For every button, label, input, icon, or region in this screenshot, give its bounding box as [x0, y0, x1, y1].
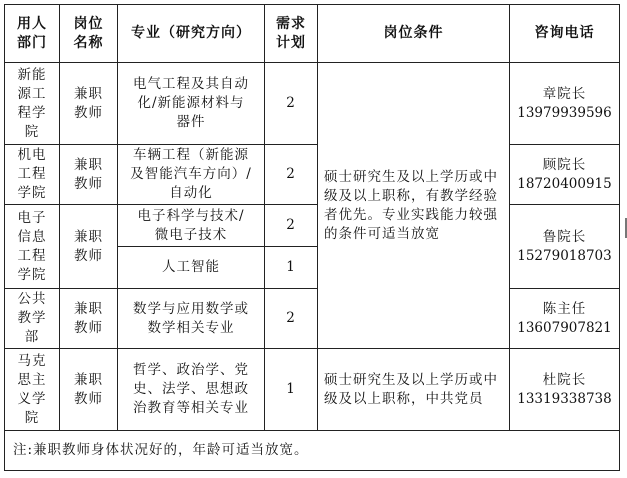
table-row	[5, 289, 620, 349]
header-conditions: 岗位条件	[318, 5, 510, 63]
plan-cell: 2	[265, 289, 318, 349]
header-major: 专业（研究方向）	[118, 5, 265, 63]
recruitment-table	[4, 4, 620, 471]
conditions-cell: 硕士研究生及以上学历或中级及以上职称，中共党员	[318, 349, 510, 431]
table-row	[5, 205, 620, 247]
table-row	[5, 63, 620, 145]
header-position: 岗位 名称	[60, 5, 118, 63]
contact-cell	[510, 63, 620, 145]
contact-cell	[510, 205, 620, 289]
plan-cell: 1	[265, 247, 318, 289]
dept-cell: 公共 教学 部	[5, 289, 60, 349]
header-dept: 用人 部门	[5, 5, 60, 63]
position-cell: 兼职 教师	[60, 205, 118, 289]
contact-name: 章院长	[542, 85, 587, 102]
dept-cell: 电子 信息 工程 学院	[5, 205, 60, 289]
position-cell: 兼职 教师	[60, 349, 118, 431]
plan-cell: 2	[265, 205, 318, 247]
contact-phone: 18720400915	[517, 175, 612, 192]
dept-cell: 新能 源工 程学 院	[5, 63, 60, 145]
header-row	[5, 5, 620, 63]
contact-cell	[510, 145, 620, 205]
major-cell: 哲学、政治学、党 史、法学、思想政 治教育等相关专业	[118, 349, 265, 431]
major-cell: 人工智能	[118, 247, 265, 289]
position-cell: 兼职 教师	[60, 63, 118, 145]
note-text: 注:兼职教师身体状况好的，年龄可适当放宽。	[5, 431, 620, 471]
plan-cell: 2	[265, 145, 318, 205]
plan-cell: 1	[265, 349, 318, 431]
table-row	[5, 349, 620, 431]
major-cell: 电子科学与技术/ 微电子技术	[118, 205, 265, 247]
contact-name: 陈主任	[542, 300, 587, 317]
contact-cell	[510, 289, 620, 349]
contact-name: 鲁院长	[542, 228, 587, 245]
contact-phone: 15279018703	[517, 247, 612, 264]
dept-cell: 机电 工程 学院	[5, 145, 60, 205]
major-cell: 电气工程及其自动 化/新能源材料与 器件	[118, 63, 265, 145]
major-cell: 车辆工程（新能源 及智能汽车方向）/ 自动化	[118, 145, 265, 205]
header-contact: 咨询电话	[510, 5, 620, 63]
contact-phone: 13979939596	[517, 104, 612, 121]
contact-name: 杜院长	[542, 371, 587, 388]
major-cell: 数学与应用数学或 数学相关专业	[118, 289, 265, 349]
position-cell: 兼职 教师	[60, 289, 118, 349]
contact-cell	[510, 349, 620, 431]
contact-phone: 13607907821	[517, 319, 612, 336]
header-plan: 需求 计划	[265, 5, 318, 63]
position-cell: 兼职 教师	[60, 145, 118, 205]
contact-name: 顾院长	[542, 156, 587, 173]
table-row	[5, 145, 620, 205]
plan-cell: 2	[265, 63, 318, 145]
note-row	[5, 431, 620, 471]
contact-phone: 13319338738	[517, 390, 612, 407]
conditions-cell: 硕士研究生及以上学历或中级及以上职称，有教学经验者优先。专业实践能力较强的条件可适当放宽	[318, 63, 510, 349]
dept-cell: 马克 思主 义学 院	[5, 349, 60, 431]
